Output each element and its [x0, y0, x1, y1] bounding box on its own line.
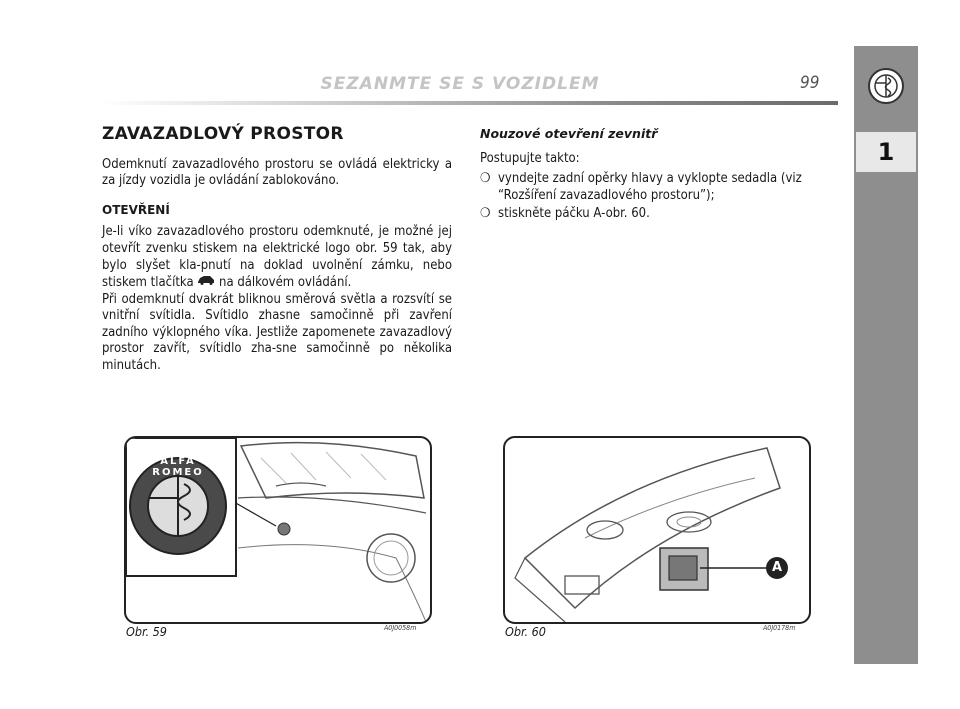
callout-letter-a: A — [771, 560, 783, 575]
page-number: 99 — [800, 73, 820, 93]
running-header: SEZANMTE SE S VOZIDLEM — [320, 74, 600, 94]
figure-59-code: A0J0058m — [384, 624, 417, 632]
figure-60-code: A0J0178m — [763, 624, 796, 632]
right-column — [480, 126, 840, 223]
alfa-romeo-logo-icon — [854, 46, 918, 132]
left-column — [102, 126, 452, 375]
logo-lettering: ALFA ROMEO — [152, 456, 204, 478]
section-heading: ZAVAZADLOVÝ PROSTOR — [102, 124, 344, 144]
emergency-heading: Nouzové otevření zevnitř — [480, 126, 658, 141]
list-item: ❍ vyndejte zadní opěrky hlavy a vyklopte sedadla (viz “Rozšíření zavazadlového prostoru”); — [480, 171, 802, 203]
header-rule — [100, 101, 838, 105]
procedure-intro: Postupujte takto: — [480, 150, 580, 166]
figure-59-label: Obr. 59 — [126, 624, 167, 639]
figure-59-illustration — [124, 436, 432, 624]
unlock-paragraph: Při odemknutí dvakrát bliknou směrová světla a rozsvítí se vnitřní svítidla. Svítidlo zhasne samočinně při zavření zadního výklopného víka. Jestliže zapomenete zavazadlový prostor zavřít, svítidlo zha-sne samočinně po několika minutách. — [102, 291, 452, 373]
intro-paragraph: Odemknutí zavazadlového prostoru se ovládá elektricky a za jízdy vozidla je ovládání zablokováno. — [102, 156, 452, 189]
list-item: ❍ stiskněte páčku A-obr. 60. — [480, 206, 650, 222]
subsection-heading: OTEVŘENÍ — [102, 202, 170, 217]
chapter-number: 1 — [856, 132, 916, 172]
bullet-mark: ❍ — [480, 206, 491, 222]
figure-60-illustration — [503, 436, 811, 624]
bullet-mark: ❍ — [480, 171, 491, 187]
figure-60-label: Obr. 60 — [505, 624, 546, 639]
opening-paragraph: Je-li víko zavazadlového prostoru odemknuté, je možné jej otevřít zvenku stiskem na elektrické logo obr. 59 tak, aby bylo slyšet kla-pnutí na doklad uvolnění zámku, nebo stiskem tlačítka na dálkovém ovládání. — [102, 224, 452, 290]
car-key-button-icon — [197, 274, 215, 291]
